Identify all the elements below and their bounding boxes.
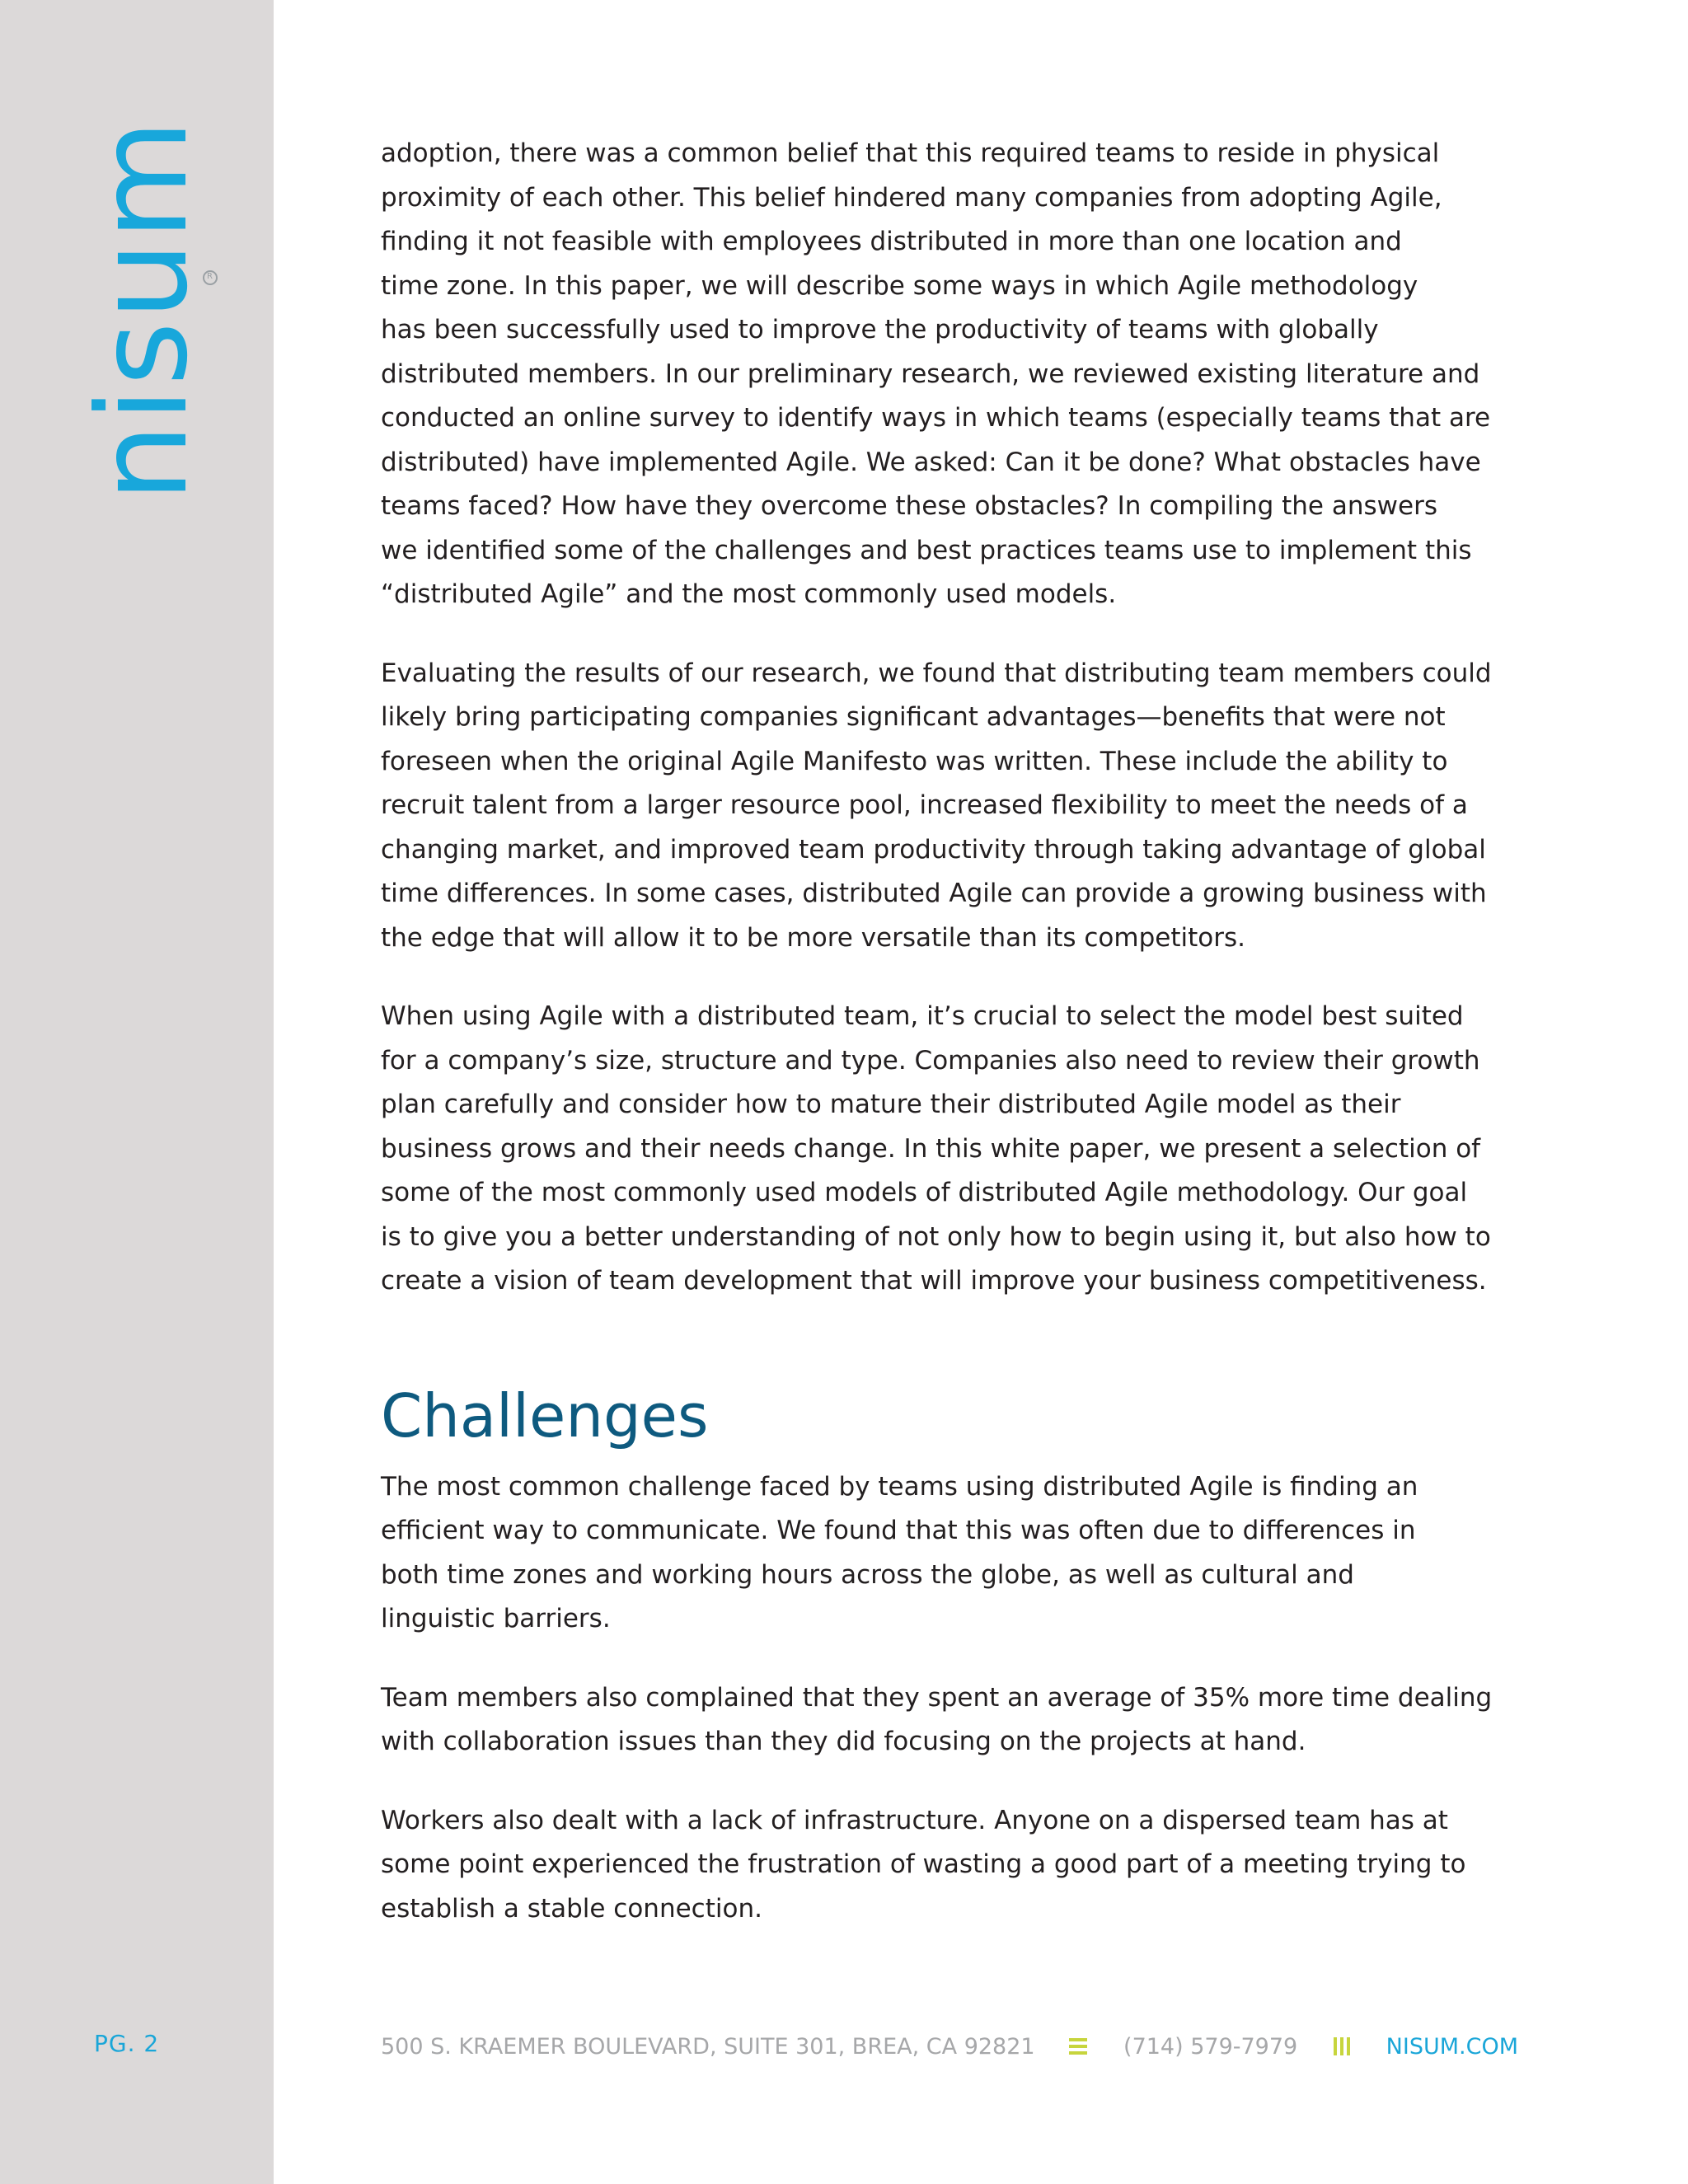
page-footer bbox=[381, 2032, 1518, 2060]
body-paragraph: When using Agile with a distributed team, it’s crucial to select the model best suited for a company’s size, structure and type. Companies also need to review their growth plan carefully and consider how to mature their distributed Agile model as their business grows and their needs change. In this white paper, we present a selection of some of the most commonly used models of distributed Agile methodology. Our goal is to give you a better understanding of not only how to begin using it, but also how to create a vision of team development that will improve your business competitiveness. bbox=[381, 1001, 1491, 1296]
challenges-paragraph: Workers also dealt with a lack of infrastructure. Anyone on a dispersed team has at some point experienced the frustration of wasting a good part of a meeting trying to establish a stable connection. bbox=[381, 1805, 1466, 1924]
body-paragraph: Evaluating the results of our research, we found that distributing team members could likely bring participating companies significant advantages—benefits that were not foreseen when the original Agile Manifesto was written. These include the ability to recruit talent from a larger resource pool, increased flexibility to meet the needs of a changing market, and improved team productivity through taking advantage of global time differences. In some cases, distributed Agile can provide a growing business with the edge that will allow it to be more versatile than its competitors. bbox=[381, 658, 1492, 953]
registered-mark-icon bbox=[203, 270, 218, 285]
challenges-paragraph: Team members also complained that they spent an average of 35% more time dealing with collaboration issues than they did focusing on the projects at hand. bbox=[381, 1682, 1493, 1756]
page-number: PG. 2 bbox=[94, 2030, 160, 2057]
footer-phone: (714) 579-7979 bbox=[1123, 2033, 1298, 2060]
vertical-bars-icon bbox=[1332, 2037, 1352, 2055]
horizontal-bars-icon bbox=[1069, 2037, 1089, 2055]
body-paragraph: adoption, there was a common belief that this required teams to reside in physical proximity of each other. This belief hindered many companies from adopting Agile, finding it not feasible with employees distributed in more than one location and time zone. In this paper, we will describe some ways in which Agile methodology has been successfully used to improve the productivity of teams with globally distributed members. In our preliminary research, we reviewed existing literature and conducted an online survey to identify ways in which teams (especially teams that are distributed) have implemented Agile. We asked: Can it be done? What obstacles have teams faced? How have they overcome these obstacles? In compiling the answers we identified some of the challenges and best practices teams use to implement this “distributed Agile” and the most commonly used models. bbox=[381, 138, 1491, 609]
nisum-logo bbox=[72, 117, 215, 503]
footer-website-link[interactable]: NISUM.COM bbox=[1386, 2033, 1518, 2060]
left-sidebar bbox=[0, 0, 274, 2184]
section-heading-challenges: Challenges bbox=[381, 1380, 709, 1451]
page-content bbox=[381, 132, 1526, 1966]
footer-address: 500 S. KRAEMER BOULEVARD, SUITE 301, BREA, CA 92821 bbox=[381, 2033, 1035, 2060]
challenges-paragraph: The most common challenge faced by teams using distributed Agile is finding an efficient way to communicate. We found that this was often due to differences in both time zones and working hours across the globe, as well as cultural and linguistic barriers. bbox=[381, 1471, 1418, 1633]
logo-wordmark: nisum bbox=[72, 117, 215, 503]
